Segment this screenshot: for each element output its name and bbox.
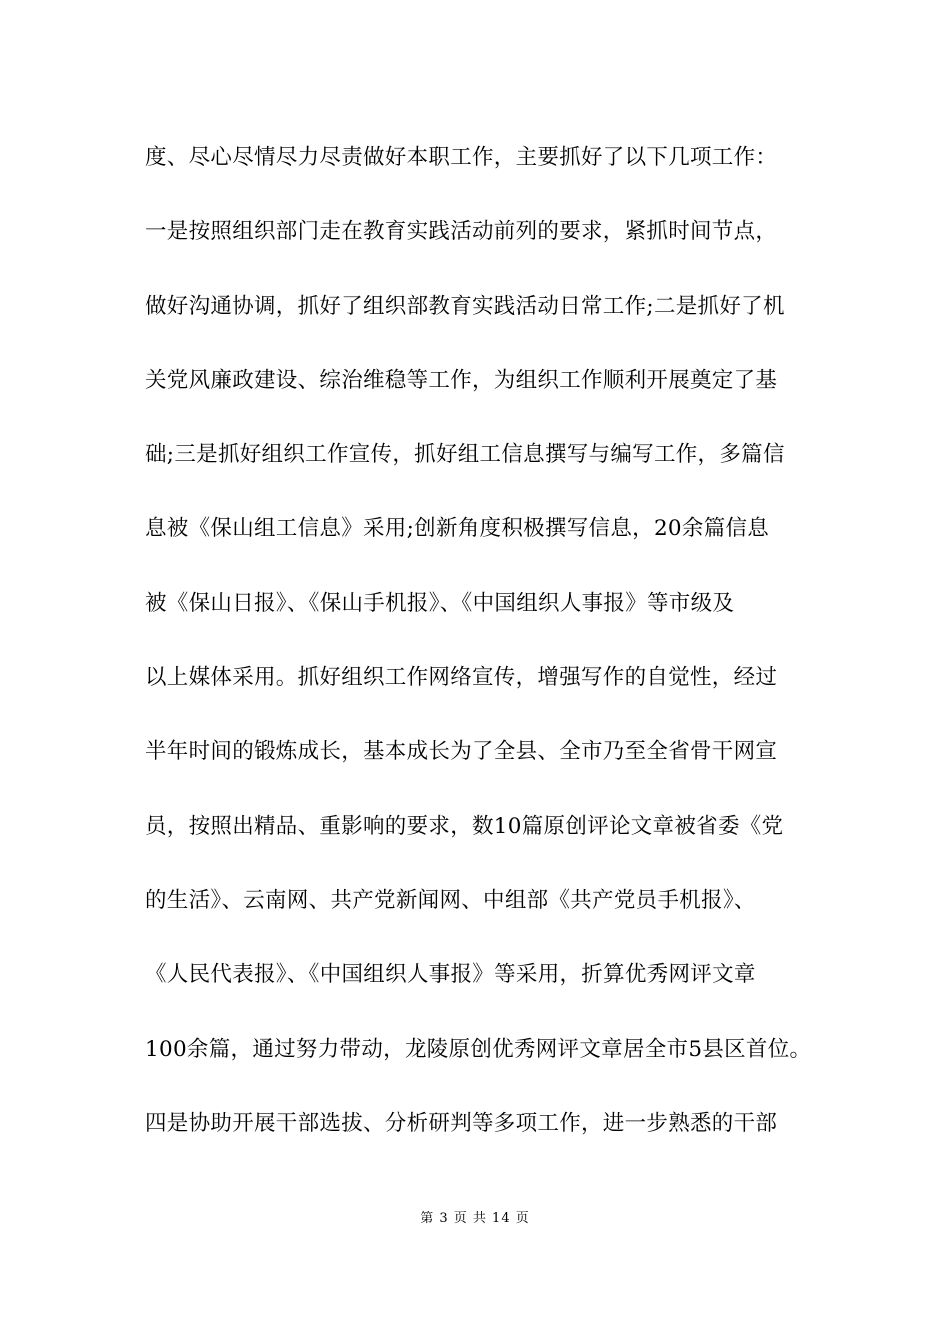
text-line: 《人民代表报》、《中国组织人事报》等采用，折算优秀网评文章 bbox=[145, 962, 756, 988]
text-line: 员，按照出精品、重影响的要求，数10篇原创评论文章被省委《党 bbox=[145, 813, 784, 839]
text-line: 关党风廉政建设、综治维稳等工作，为组织工作顺利开展奠定了基 bbox=[145, 367, 778, 393]
page-number: 第 3 页 共 14 页 bbox=[420, 1211, 530, 1226]
text-line: 被《保山日报》、《保山手机报》、《中国组织人事报》等市级及 bbox=[145, 590, 735, 616]
text-line: 半年时间的锻炼成长，基本成长为了全县、全市乃至全省骨干网宣 bbox=[145, 739, 778, 765]
page-footer bbox=[0, 1207, 950, 1226]
text-line: 息被《保山组工信息》采用;创新角度积极撰写信息，20余篇信息 bbox=[145, 516, 770, 542]
text-line: 以上媒体采用。抓好组织工作网络宣传，增强写作的自觉性，经过 bbox=[145, 665, 778, 691]
text-line: 度、尽心尽情尽力尽责做好本职工作，主要抓好了以下几项工作： bbox=[145, 145, 778, 170]
text-line: 四是协助开展干部选拔、分析研判等多项工作，进一步熟悉的干部 bbox=[145, 1110, 778, 1136]
body-text bbox=[145, 138, 845, 1178]
text-line: 100余篇，通过努力带动，龙陵原创优秀网评文章居全市5县区首位。 bbox=[145, 1036, 812, 1062]
text-line: 础;三是抓好组织工作宣传，抓好组工信息撰写与编写工作，多篇信 bbox=[145, 442, 785, 468]
text-line: 一是按照组织部门走在教育实践活动前列的要求，紧抓时间节点， bbox=[145, 219, 778, 245]
text-line: 做好沟通协调，抓好了组织部教育实践活动日常工作;二是抓好了机 bbox=[145, 293, 785, 319]
text-line: 的生活》、云南网、共产党新闻网、中组部《共产党员手机报》、 bbox=[145, 887, 756, 913]
